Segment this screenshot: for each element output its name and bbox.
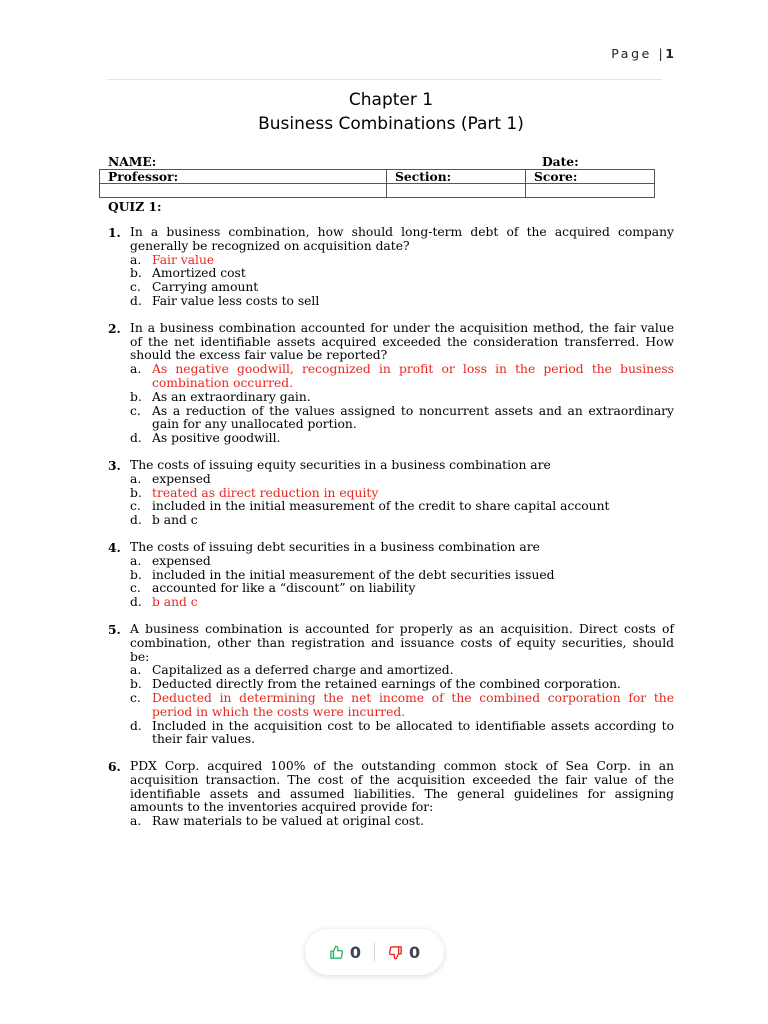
quiz-label: QUIZ 1: [108,199,162,214]
answer-option [130,281,674,295]
option-letter: d. [130,513,142,528]
question-item [108,541,674,610]
option-text: Fair value less costs to sell [152,293,320,308]
chapter-subtitle: Business Combinations (Part 1) [258,114,524,134]
option-text: Deducted directly from the retained earnings of the combined corporation. [152,677,621,692]
answer-option [130,295,674,309]
page-number-value: 1 [665,46,674,61]
answer-option-correct [130,363,674,391]
page-separator: | [658,46,666,61]
answer-option-correct [130,254,674,268]
answer-option [130,569,674,583]
answer-option [130,555,674,569]
option-text: included in the initial measurement of the debt securities issued [152,567,555,582]
option-letter: b. [130,266,142,281]
upvote-button[interactable] [329,943,361,962]
answer-option-correct [130,596,674,610]
date-label: Date: [542,154,579,169]
option-letter: c. [130,280,141,295]
answer-option [130,582,674,596]
question-number: 1. [108,225,121,240]
option-letter: c. [130,499,141,514]
answer-option-correct [130,692,674,720]
option-letter: d. [130,595,142,610]
option-letter: d. [130,293,142,308]
option-letter: b. [130,567,142,582]
question-stem: The costs of issuing equity securities in a business combination are [130,457,551,472]
thumbs-down-icon [388,945,403,960]
option-text: Fair value [152,252,215,267]
question-item [108,623,674,747]
option-text: As a reduction of the values assigned to noncurrent assets and an extraordinary gain for any unallocated portion. [152,403,674,432]
answer-option [130,720,674,748]
option-letter: b. [130,389,142,404]
option-letter: c. [130,403,141,418]
vote-divider [374,943,375,961]
option-text: As an extraordinary gain. [152,389,311,404]
score-field [526,184,655,198]
section-field [387,184,526,198]
option-letter: c. [130,690,141,705]
professor-label: Professor: [100,170,387,184]
option-text: accounted for like a “discount” on liability [152,581,416,596]
answer-option [130,514,674,528]
answer-option [130,678,674,692]
page-label: Page [611,46,652,61]
option-text: b and c [152,513,198,528]
option-text: b and c [152,595,198,610]
option-letter: d. [130,431,142,446]
student-info-table [99,169,655,198]
option-letter: a. [130,471,142,486]
option-text: As negative goodwill, recognized in profit or loss in the period the business combination occurred. [152,362,674,390]
question-stem: PDX Corp. acquired 100% of the outstanding common stock of Sea Corp. in an acquisition transaction. The cost of the acquisition exceeded the fair value of the identifiable assets and assumed liabilities. The general guidelines for assigning amounts to the inventories acquired provide for: [130,759,674,815]
option-text: included in the initial measurement of the credit to share capital account [152,499,610,514]
question-number: 5. [108,621,121,637]
downvote-count: 0 [409,942,421,962]
question-number: 3. [108,457,121,473]
option-letter: a. [130,553,142,568]
question-item [108,459,674,528]
option-letter: b. [130,677,142,692]
document-title [0,88,768,136]
answer-option [130,664,674,678]
option-text: treated as direct reduction in equity [152,485,379,500]
chapter-title: Chapter 1 [348,90,434,110]
answer-option [130,500,674,514]
downvote-button[interactable] [388,943,420,962]
answer-option [130,432,674,446]
thumbs-up-icon [329,945,344,960]
question-item [108,322,674,446]
question-number: 6. [108,759,121,775]
option-letter: a. [130,814,142,829]
section-label: Section: [387,170,526,184]
question-stem: In a business combination accounted for under the acquisition method, the fair value of the net identifiable assets acquired exceeded the consideration transferred. How should the excess fair value be reported? [130,320,674,363]
answer-option [130,405,674,433]
upvote-count: 0 [349,942,361,962]
name-label: NAME: [108,154,157,169]
question-list [108,226,674,842]
option-letter: d. [130,718,142,733]
answer-option [130,267,674,281]
name-date-row [108,154,674,169]
option-text: Included in the acquisition cost to be allocated to identifiable assets according to their fair values. [152,718,674,747]
vote-widget [305,929,444,975]
option-text: As positive goodwill. [152,431,281,446]
professor-field [100,184,387,198]
header-divider [107,79,662,80]
option-text: Raw materials to be valued at original cost. [152,814,425,829]
question-number: 2. [108,320,121,336]
question-item [108,760,674,829]
option-letter: a. [130,663,142,678]
option-letter: c. [130,581,141,596]
option-letter: a. [130,252,142,267]
question-stem: The costs of issuing debt securities in a business combination are [130,539,540,554]
answer-option [130,473,674,487]
answer-option-correct [130,487,674,501]
question-item [108,226,674,309]
page-number [611,46,674,61]
option-text: Carrying amount [152,280,259,295]
question-stem: In a business combination, how should long-term debt of the acquired company generally be recognized on acquisition date? [130,225,674,253]
option-letter: b. [130,485,142,500]
option-text: Amortized cost [152,266,246,281]
option-text: expensed [152,553,211,568]
option-letter: a. [130,362,142,377]
option-text: expensed [152,471,211,486]
answer-option [130,391,674,405]
option-text: Deducted in determining the net income of the combined corporation for the period in which the costs were incurred. [152,690,674,719]
answer-option [130,815,674,829]
option-text: Capitalized as a deferred charge and amortized. [152,663,454,678]
question-number: 4. [108,539,121,555]
question-stem: A business combination is accounted for properly as an acquisition. Direct costs of combination, other than registration and issuance costs of equity securities, should be: [130,621,674,664]
score-label: Score: [526,170,655,184]
